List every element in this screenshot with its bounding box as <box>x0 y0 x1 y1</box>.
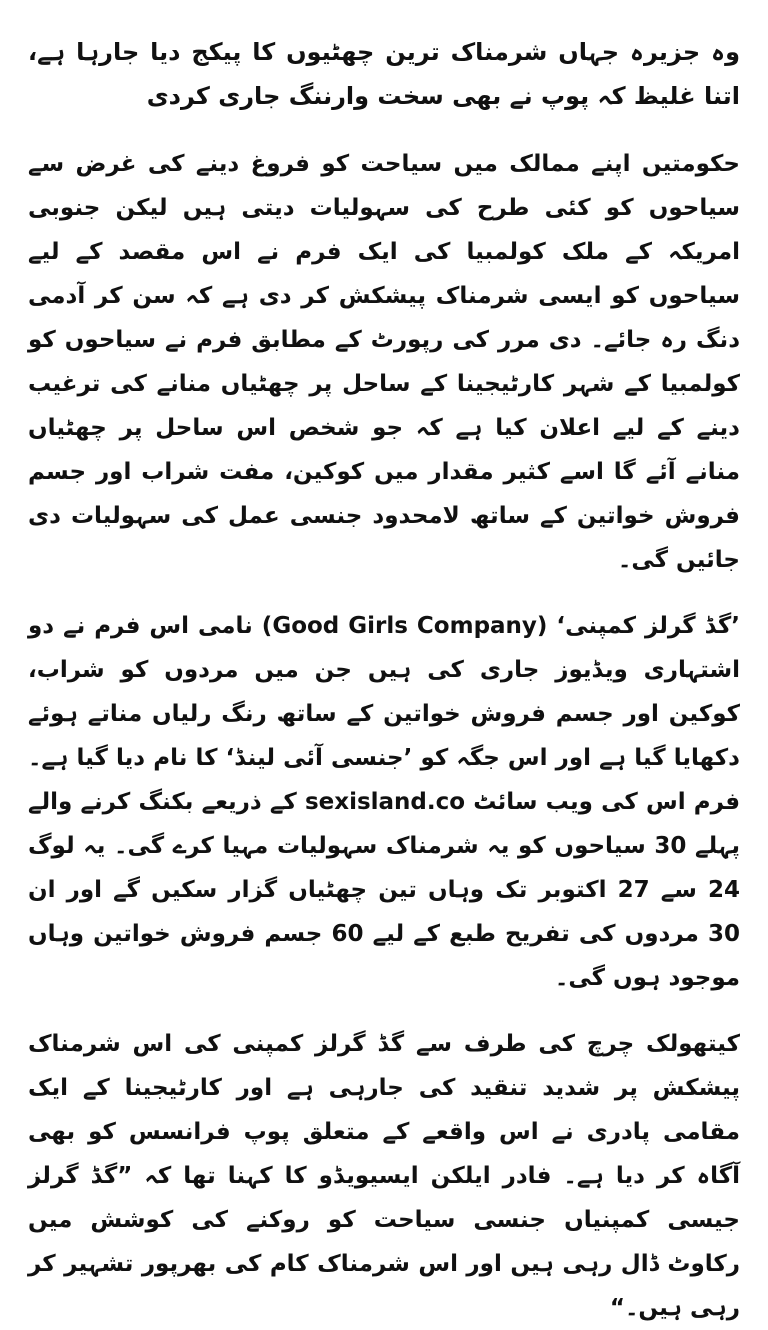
article-paragraph-1: حکومتیں اپنے ممالک میں سیاحت کو فروغ دینے کی غرض سے سیاحوں کو کئی طرح کی سہولیات دیتی ہیں لیکن جنوبی امریکہ کے ملک کولمبیا کی ایک فرم نے اس مقصد کے لیے سیاحوں کو ایسی شرمناک پیشکش کر دی ہے کہ سن کر آدمی دنگ رہ جائے۔ دی مرر کی رپورٹ کے مطابق فرم نے سیاحوں کو کولمبیا کے شہر کارٹیجینا کے ساحل پر چھٹیاں منانے کی ترغیب دینے کے لیے اعلان کیا ہے کہ جو شخص اس ساحل پر چھٹیاں منانے آئے گا اسے کثیر مقدار میں کوکین، مفت شراب اور جسم فروش خواتین کے ساتھ لامحدود جنسی عمل کی سہولیات دی جائیں گی۔ <box>28 151 740 573</box>
article-paragraph-3: کیتھولک چرچ کی طرف سے گڈ گرلز کمپنی کی اس شرمناک پیشکش پر شدید تنقید کی جارہی ہے اور کارٹیجینا کے ایک مقامی پادری نے اس واقعے کے متعلق پوپ فرانسس کو بھی آگاہ کر دیا ہے۔ فادر ایلکن ایسیویڈو کا کہنا تھا کہ ”گڈ گرلز جیسی کمپنیاں جنسی سیاحت کو روکنے کی کوشش میں رکاوٹ ڈال رہی ہیں اور اس شرمناک کام کی بھرپور تشہیر کر رہی ہیں۔“ <box>28 1031 740 1321</box>
article-headline: وہ جزیرہ جہاں شرمناک ترین چھٹیوں کا پیکج دیا جارہا ہے، اتنا غلیظ کہ پوپ نے بھی سخت وارننگ جاری کردی <box>28 38 740 110</box>
article-paragraph-2: ’گڈ گرلز کمپنی‘ (Good Girls Company) نامی اس فرم نے دو اشتہاری ویڈیوز جاری کی ہیں جن میں مردوں کو شراب، کوکین اور جسم فروش خواتین کے ساتھ رنگ رلیاں مناتے ہوئے دکھایا گیا ہے اور اس جگہ کو ’جنسی آئی لینڈ‘ کا نام دیا گیا ہے۔ فرم اس کی ویب سائٹ sexisland.co کے ذریعے بکنگ کرنے والے پہلے 30 سیاحوں کو یہ شرمناک سہولیات مہیا کرے گی۔ یہ لوگ 24 سے 27 اکتوبر تک وہاں تین چھٹیاں گزار سکیں گے اور ان 30 مردوں کی تفریح طبع کے لیے 60 جسم فروش خواتین وہاں موجود ہوں گی۔ <box>28 613 741 991</box>
